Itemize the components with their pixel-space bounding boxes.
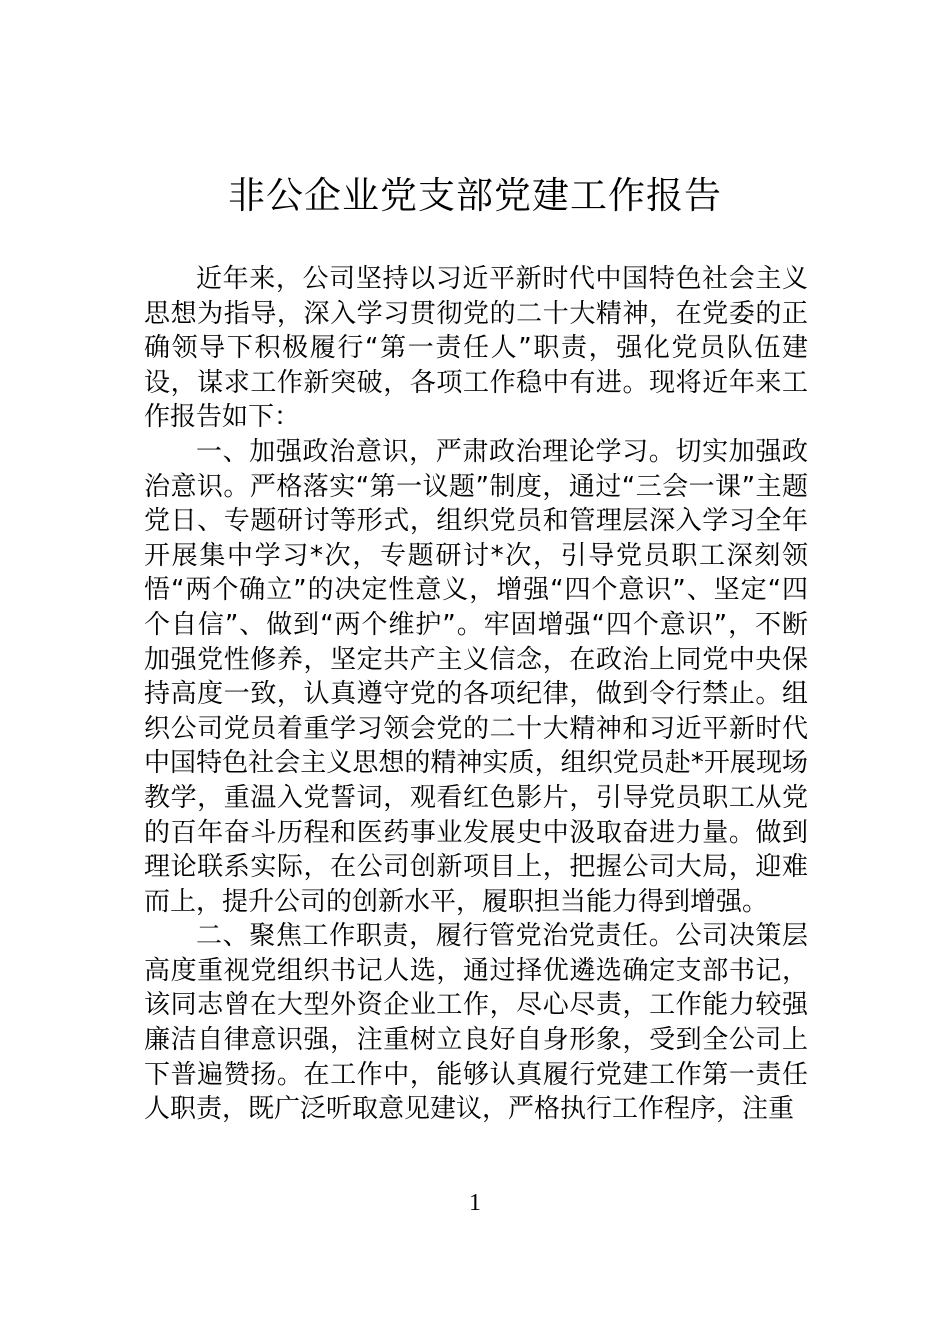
document-title: 非公企业党支部党建工作报告 bbox=[228, 174, 722, 217]
paragraph-section-one: 一、加强政治意识，严肃政治理论学习。切实加强政治意识。严格落实“第一议题”制度，通过“三会一课”主题党日、专题研讨等形式，组织党员和管理层深入学习全年开展集中学习*次，专题研讨*次，引导党员职工深刻领悟“两个确立”的决定性意义，增强“四个意识”、坚定“四个自信”、做到“两个维护”。牢固增强“四个意识”，不断加强党性修养，坚定共产主义信念，在政治上同党中央保持高度一致，认真遵守党的各项纪律，做到令行禁止。组织公司党员着重学习领会党的二十大精神和习近平新时代中国特色社会主义思想的精神实质，组织党员赴*开展现场教学，重温入党誓词，观看红色影片，引导党员职工从党的百年奋斗历程和医药事业发展史中汲取奋进力量。做到理论联系实际，在公司创新项目上，把握公司大局，迎难而上，提升公司的创新水平，履职担当能力得到增强。 bbox=[144, 436, 808, 917]
page-number: 1 bbox=[469, 1190, 481, 1216]
paragraph-section-two: 二、聚焦工作职责，履行管党治党责任。公司决策层高度重视党组织书记人选，通过择优遴选确定支部书记，该同志曾在大型外资企业工作，尽心尽责，工作能力较强廉洁自律意识强，注重树立良好自身形象，受到全公司上下普遍赞扬。在工作中，能够认真履行党建工作第一责任人职责，既广泛听取意见建议，严格执行工作程序，注重 bbox=[144, 921, 808, 1125]
paragraph-intro: 近年来，公司坚持以习近平新时代中国特色社会主义思想为指导，深入学习贯彻党的二十大精神，在党委的正确领导下积极履行“第一责任人”职责，强化党员队伍建设，谋求工作新突破，各项工作稳中有进。现将近年来工作报告如下： bbox=[144, 264, 808, 433]
document-body bbox=[144, 262, 808, 1127]
